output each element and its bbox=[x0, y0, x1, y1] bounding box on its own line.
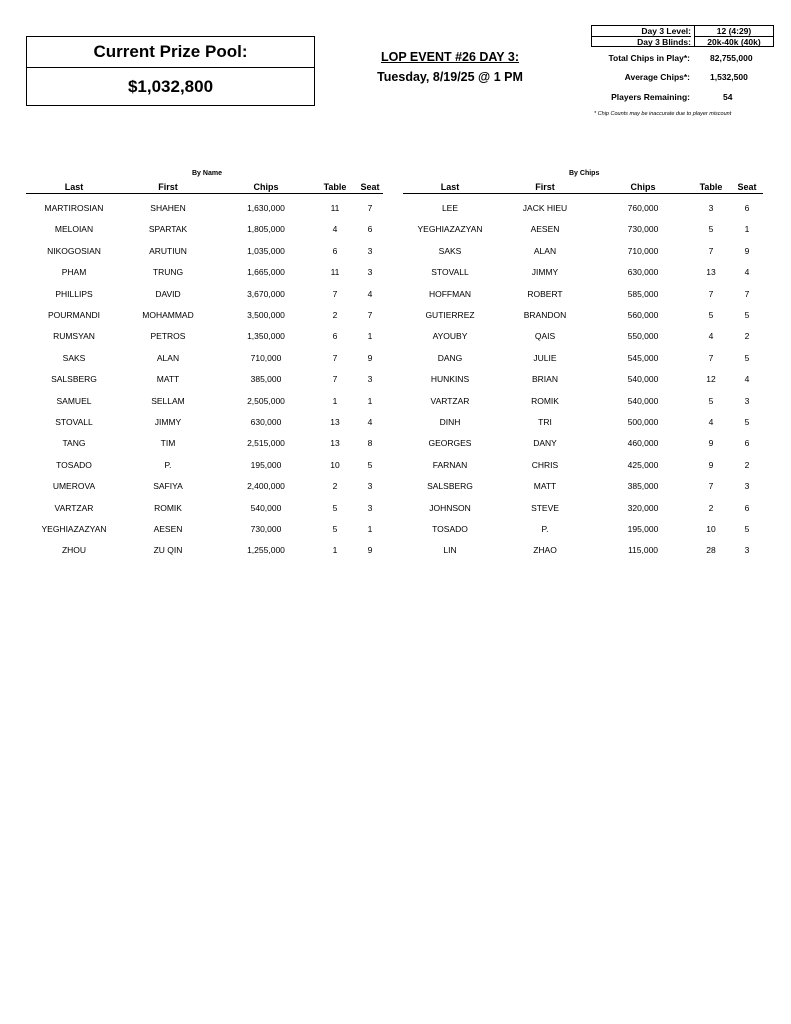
by-name-cell-first: P. bbox=[164, 459, 172, 470]
players-remaining-label: Players Remaining: bbox=[611, 92, 690, 102]
by-name-cell-table: 7 bbox=[332, 374, 338, 385]
by-name-cell-chips: 195,000 bbox=[250, 459, 282, 470]
by-chips-cell-chips: 545,000 bbox=[627, 352, 659, 363]
by-chips-cell-table: 5 bbox=[708, 224, 714, 235]
by-name-cell-last: POURMANDI bbox=[48, 310, 100, 320]
by-chips-cell-chips: 385,000 bbox=[627, 481, 659, 492]
by-chips-cell-first: CHRIS bbox=[531, 459, 559, 470]
by-chips-cell-table: 4 bbox=[708, 331, 714, 342]
prize-pool-box bbox=[26, 36, 315, 106]
by-chips-cell-chips: 585,000 bbox=[627, 288, 659, 299]
by-chips-cell-chips: 540,000 bbox=[627, 395, 659, 406]
by-chips-cell-seat: 4 bbox=[744, 374, 750, 385]
by-chips-cell-last: YEGHIAZAZYAN bbox=[417, 224, 483, 235]
by-chips-cell-chips: 320,000 bbox=[627, 502, 659, 513]
average-chips-value: 1,532,500 bbox=[710, 72, 748, 82]
by-chips-cell-seat: 4 bbox=[744, 267, 750, 278]
by-chips-cell-chips: 500,000 bbox=[627, 417, 659, 427]
by-name-cell-chips: 1,805,000 bbox=[247, 224, 285, 235]
by-chips-cell-last: VARTZAR bbox=[430, 395, 470, 406]
by-name-cell-seat: 9 bbox=[367, 545, 373, 556]
by-chips-cell-chips: 730,000 bbox=[627, 224, 659, 235]
by-name-cell-first: PETROS bbox=[150, 331, 186, 342]
by-name-cell-chips: 2,515,000 bbox=[247, 438, 285, 449]
by-name-cell-chips: 3,670,000 bbox=[247, 288, 285, 299]
by-chips-cell-last: TOSADO bbox=[432, 524, 468, 534]
by-chips-cell-last: AYOUBY bbox=[432, 331, 468, 342]
by-chips-cell-first: ZHAO bbox=[533, 545, 557, 556]
by-name-cell-table: 2 bbox=[332, 310, 338, 320]
by-chips-cell-table: 9 bbox=[708, 438, 714, 449]
by-name-cell-last: MELOIAN bbox=[54, 224, 94, 235]
by-name-cell-seat: 8 bbox=[367, 438, 373, 449]
by-name-cell-seat: 3 bbox=[367, 502, 373, 513]
by-name-cell-first: SELLAM bbox=[151, 395, 185, 406]
by-chips-cell-first: ROBERT bbox=[527, 288, 563, 299]
by-chips-cell-last: GUTIERREZ bbox=[425, 310, 475, 320]
by-name-cell-first: DAVID bbox=[155, 288, 181, 299]
by-chips-cell-first: STEVE bbox=[531, 502, 559, 513]
by-name-cell-seat: 1 bbox=[367, 395, 373, 406]
by-name-cell-seat: 1 bbox=[367, 524, 373, 534]
chip-count-note: * Chip Counts may be inaccurate due to player miscount bbox=[594, 111, 732, 117]
by-chips-cell-chips: 630,000 bbox=[627, 267, 659, 278]
average-chips-label: Average Chips*: bbox=[624, 72, 690, 82]
by-name-cell-seat: 3 bbox=[367, 267, 373, 278]
by-name-cell-chips: 630,000 bbox=[250, 417, 282, 427]
event-date: Tuesday, 8/19/25 @ 1 PM bbox=[377, 70, 523, 84]
by-name-header-rule bbox=[26, 193, 383, 194]
by-name-cell-chips: 1,665,000 bbox=[247, 267, 285, 278]
by-name-cell-first: MOHAMMAD bbox=[142, 310, 194, 320]
by-chips-cell-table: 3 bbox=[708, 203, 714, 213]
by-name-cell-chips: 1,035,000 bbox=[247, 245, 285, 256]
by-chips-cell-first: JACK HIEU bbox=[522, 203, 568, 213]
by-chips-cell-first: BRIAN bbox=[532, 374, 558, 385]
by-chips-cell-first: BRANDON bbox=[523, 310, 567, 320]
by-name-cell-table: 5 bbox=[332, 524, 338, 534]
by-name-cell-chips: 730,000 bbox=[250, 524, 282, 534]
by-name-cell-chips: 3,500,000 bbox=[247, 310, 285, 320]
by-name-cell-table: 11 bbox=[330, 267, 340, 278]
by-chips-cell-seat: 7 bbox=[744, 288, 750, 299]
by-name-cell-first: AESEN bbox=[153, 524, 183, 534]
by-name-cell-table: 13 bbox=[330, 438, 340, 449]
by-name-cell-last: NIKOGOSIAN bbox=[47, 245, 101, 256]
by-chips-cell-chips: 710,000 bbox=[627, 245, 659, 256]
by-chips-cell-first: MATT bbox=[533, 481, 557, 492]
by-name-cell-last: SAKS bbox=[62, 352, 86, 363]
by-name-cell-table: 13 bbox=[330, 417, 340, 427]
players-remaining-value: 54 bbox=[723, 92, 733, 102]
by-chips-cell-seat: 6 bbox=[744, 438, 750, 449]
by-name-cell-chips: 2,400,000 bbox=[247, 481, 285, 492]
by-name-cell-seat: 1 bbox=[367, 331, 373, 342]
by-name-cell-first: JIMMY bbox=[154, 417, 182, 427]
by-name-cell-first: SAFIYA bbox=[153, 481, 183, 492]
by-chips-cell-first: JIMMY bbox=[531, 267, 559, 278]
by-name-cell-table: 1 bbox=[332, 545, 338, 556]
by-name-cell-table: 11 bbox=[330, 203, 340, 213]
by-name-cell-seat: 3 bbox=[367, 374, 373, 385]
by-name-cell-last: PHAM bbox=[61, 267, 87, 278]
total-chips-value: 82,755,000 bbox=[710, 53, 753, 63]
by-chips-cell-chips: 550,000 bbox=[627, 331, 659, 342]
level-label: Day 3 Level: bbox=[592, 26, 691, 37]
by-name-cell-first: SPARTAK bbox=[148, 224, 188, 235]
by-chips-header-last: Last bbox=[440, 182, 460, 192]
by-name-cell-table: 7 bbox=[332, 352, 338, 363]
by-name-cell-last: TOSADO bbox=[56, 459, 92, 470]
by-name-cell-first: ROMIK bbox=[154, 502, 182, 513]
by-name-cell-last: TANG bbox=[62, 438, 86, 449]
by-chips-header-chips: Chips bbox=[630, 182, 656, 192]
total-chips-label: Total Chips in Play*: bbox=[608, 53, 690, 63]
by-name-cell-first: TIM bbox=[160, 438, 176, 449]
by-chips-header-table: Table bbox=[699, 182, 723, 192]
by-chips-cell-table: 12 bbox=[706, 374, 716, 385]
by-chips-cell-chips: 760,000 bbox=[627, 203, 659, 213]
by-name-cell-last: RUMSYAN bbox=[53, 331, 95, 342]
by-name-cell-chips: 540,000 bbox=[250, 502, 282, 513]
by-chips-cell-first: ROMIK bbox=[531, 395, 559, 406]
by-name-cell-seat: 5 bbox=[367, 459, 373, 470]
by-chips-cell-seat: 6 bbox=[744, 502, 750, 513]
by-chips-cell-seat: 5 bbox=[744, 524, 750, 534]
by-chips-cell-last: FARNAN bbox=[432, 459, 468, 470]
event-title: LOP EVENT #26 DAY 3: bbox=[380, 50, 520, 64]
by-chips-cell-last: GEORGES bbox=[428, 438, 472, 449]
by-name-cell-table: 2 bbox=[332, 481, 338, 492]
by-chips-cell-chips: 425,000 bbox=[627, 459, 659, 470]
by-chips-cell-last: DINH bbox=[439, 417, 461, 427]
by-chips-cell-first: TRI bbox=[538, 417, 552, 427]
by-name-cell-last: SAMUEL bbox=[56, 395, 92, 406]
by-name-header-seat: Seat bbox=[360, 182, 380, 192]
by-name-cell-table: 4 bbox=[332, 224, 338, 235]
by-chips-header-rule bbox=[403, 193, 763, 194]
by-name-cell-table: 6 bbox=[332, 245, 338, 256]
by-chips-cell-chips: 560,000 bbox=[627, 310, 659, 320]
by-name-header-table: Table bbox=[323, 182, 347, 192]
by-chips-header-first: First bbox=[535, 182, 555, 192]
by-chips-cell-seat: 5 bbox=[744, 417, 750, 427]
by-chips-cell-seat: 3 bbox=[744, 481, 750, 492]
by-chips-cell-seat: 3 bbox=[744, 545, 750, 556]
by-name-cell-last: VARTZAR bbox=[54, 502, 94, 513]
by-chips-cell-last: LEE bbox=[441, 203, 459, 213]
by-chips-cell-first: JULIE bbox=[533, 352, 557, 363]
by-name-cell-chips: 1,255,000 bbox=[247, 545, 285, 556]
level-value: 12 (4:29) bbox=[695, 26, 773, 37]
by-name-cell-last: STOVALL bbox=[55, 417, 93, 427]
by-name-header-first: First bbox=[158, 182, 178, 192]
by-chips-cell-table: 10 bbox=[706, 524, 716, 534]
by-name-cell-last: PHILLIPS bbox=[55, 288, 93, 299]
by-chips-cell-seat: 5 bbox=[744, 310, 750, 320]
by-name-cell-last: YEGHIAZAZYAN bbox=[41, 524, 107, 534]
by-chips-cell-table: 7 bbox=[708, 481, 714, 492]
prize-pool-amount: $1,032,800 bbox=[127, 77, 214, 96]
by-name-cell-seat: 3 bbox=[367, 245, 373, 256]
by-chips-cell-seat: 5 bbox=[744, 352, 750, 363]
by-chips-cell-table: 5 bbox=[708, 310, 714, 320]
by-name-cell-first: TRUNG bbox=[152, 267, 184, 278]
by-chips-cell-first: P. bbox=[541, 524, 549, 534]
by-chips-cell-table: 2 bbox=[708, 502, 714, 513]
by-chips-cell-chips: 460,000 bbox=[627, 438, 659, 449]
by-chips-cell-chips: 115,000 bbox=[627, 545, 659, 556]
by-name-cell-last: SALSBERG bbox=[51, 374, 97, 385]
by-chips-cell-last: HOFFMAN bbox=[428, 288, 472, 299]
by-chips-cell-chips: 195,000 bbox=[627, 524, 659, 534]
by-name-cell-table: 5 bbox=[332, 502, 338, 513]
by-chips-cell-seat: 2 bbox=[744, 331, 750, 342]
by-chips-cell-last: HUNKINS bbox=[430, 374, 470, 385]
by-chips-cell-seat: 2 bbox=[744, 459, 750, 470]
by-name-cell-first: ZU QIN bbox=[153, 545, 183, 556]
by-name-cell-chips: 1,350,000 bbox=[247, 331, 285, 342]
by-name-cell-chips: 1,630,000 bbox=[247, 203, 285, 213]
by-chips-cell-table: 7 bbox=[708, 288, 714, 299]
by-name-cell-last: ZHOU bbox=[61, 545, 87, 556]
by-chips-cell-last: STOVALL bbox=[431, 267, 469, 278]
by-name-cell-seat: 7 bbox=[367, 203, 373, 213]
by-chips-cell-table: 13 bbox=[706, 267, 716, 278]
by-name-cell-first: ALAN bbox=[156, 352, 180, 363]
by-name-label: By Name bbox=[192, 170, 222, 177]
by-name-header-chips: Chips bbox=[253, 182, 279, 192]
by-name-cell-first: SHAHEN bbox=[150, 203, 186, 213]
by-chips-cell-first: QAIS bbox=[534, 331, 556, 342]
by-chips-cell-seat: 9 bbox=[744, 245, 750, 256]
by-name-cell-seat: 4 bbox=[367, 288, 373, 299]
blinds-value: 20k-40k (40k) bbox=[707, 37, 761, 47]
by-chips-cell-last: SAKS bbox=[438, 245, 462, 256]
blinds-label: Day 3 Blinds: bbox=[637, 37, 691, 47]
by-name-cell-table: 6 bbox=[332, 331, 338, 342]
by-name-cell-seat: 3 bbox=[367, 481, 373, 492]
by-name-cell-table: 7 bbox=[332, 288, 338, 299]
by-chips-cell-last: LIN bbox=[443, 545, 457, 556]
by-chips-cell-seat: 6 bbox=[744, 203, 750, 213]
by-name-cell-first: MATT bbox=[156, 374, 180, 385]
level-blinds-box bbox=[591, 25, 774, 47]
prize-pool-title: Current Prize Pool: bbox=[27, 37, 314, 68]
by-chips-cell-table: 28 bbox=[706, 545, 716, 556]
by-name-cell-last: MARTIROSIAN bbox=[44, 203, 104, 213]
by-name-cell-seat: 4 bbox=[367, 417, 373, 427]
by-chips-header-seat: Seat bbox=[737, 182, 757, 192]
by-name-cell-seat: 6 bbox=[367, 224, 373, 235]
by-name-header-last: Last bbox=[64, 182, 84, 192]
by-chips-cell-last: SALSBERG bbox=[427, 481, 473, 492]
by-name-cell-table: 1 bbox=[332, 395, 338, 406]
by-chips-cell-first: DANY bbox=[533, 438, 557, 449]
by-name-cell-table: 10 bbox=[330, 459, 340, 470]
by-chips-cell-table: 7 bbox=[708, 245, 714, 256]
by-chips-cell-table: 7 bbox=[708, 352, 714, 363]
by-name-cell-first: ARUTIUN bbox=[149, 245, 187, 256]
by-chips-cell-last: JOHNSON bbox=[429, 502, 471, 513]
by-name-cell-chips: 2,505,000 bbox=[247, 395, 285, 406]
by-chips-cell-last: DANG bbox=[437, 352, 463, 363]
by-name-cell-seat: 7 bbox=[367, 310, 373, 320]
by-chips-cell-table: 9 bbox=[708, 459, 714, 470]
by-chips-label: By Chips bbox=[569, 170, 600, 177]
by-name-cell-seat: 9 bbox=[367, 352, 373, 363]
by-name-cell-last: UMEROVA bbox=[52, 481, 96, 492]
by-name-cell-chips: 710,000 bbox=[250, 352, 282, 363]
by-chips-cell-chips: 540,000 bbox=[627, 374, 659, 385]
by-chips-cell-seat: 3 bbox=[744, 395, 750, 406]
by-chips-cell-first: ALAN bbox=[533, 245, 557, 256]
by-chips-cell-table: 5 bbox=[708, 395, 714, 406]
by-chips-cell-table: 4 bbox=[708, 417, 714, 427]
by-chips-cell-seat: 1 bbox=[744, 224, 750, 235]
by-chips-cell-first: AESEN bbox=[530, 224, 560, 235]
by-name-cell-chips: 385,000 bbox=[250, 374, 282, 385]
